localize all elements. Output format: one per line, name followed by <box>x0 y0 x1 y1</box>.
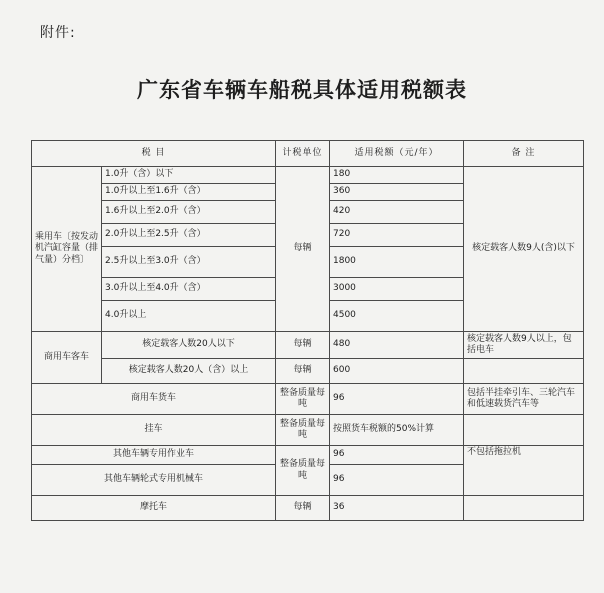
tax-table <box>31 140 584 521</box>
tax-item-label: 挂车 <box>32 415 276 446</box>
table-header-row <box>32 141 584 167</box>
tax-item-label: 其他车辆轮式专用机械车 <box>32 465 276 496</box>
table-row <box>32 384 584 415</box>
tax-item-label: 其他车辆专用作业车 <box>32 446 276 465</box>
tax-item-label: 2.0升以上至2.5升（含） <box>102 224 276 247</box>
tax-note: 不包括拖拉机 <box>464 446 584 496</box>
tax-note: 核定载客人数9人(含)以下 <box>464 167 584 332</box>
tax-amount: 420 <box>330 201 464 224</box>
tax-amount: 4500 <box>330 301 464 332</box>
tax-amount: 96 <box>330 446 464 465</box>
tax-item-label: 核定载客人数20人（含）以上 <box>102 359 276 384</box>
tax-item-label: 1.0升（含）以下 <box>102 167 276 184</box>
header-amount: 适用税额（元/年） <box>330 141 464 167</box>
tax-item-label: 2.5升以上至3.0升（含） <box>102 247 276 278</box>
tax-amount: 96 <box>330 384 464 415</box>
tax-item-label: 3.0升以上至4.0升（含） <box>102 278 276 301</box>
attachment-label: 附件: <box>40 25 76 41</box>
table-row <box>32 167 584 184</box>
page-title: 广东省车辆车船税具体适用税额表 <box>137 77 467 102</box>
commercial-bus-category: 商用车客车 <box>32 332 102 384</box>
tax-note <box>464 496 584 521</box>
tax-note: 核定载客人数9人以上，包括电车 <box>464 332 584 359</box>
table-row <box>32 332 584 359</box>
tax-note <box>464 415 584 446</box>
table-row <box>32 446 584 465</box>
tax-amount: 1800 <box>330 247 464 278</box>
tax-amount: 96 <box>330 465 464 496</box>
tax-note: 包括半挂牵引车、三轮汽车和低速载货汽车等 <box>464 384 584 415</box>
tax-item-label: 核定载客人数20人以下 <box>102 332 276 359</box>
tax-amount: 600 <box>330 359 464 384</box>
tax-unit: 整备质量每吨 <box>276 415 330 446</box>
tax-unit: 每辆 <box>276 332 330 359</box>
tax-item-label: 商用车货车 <box>32 384 276 415</box>
tax-amount: 3000 <box>330 278 464 301</box>
tax-unit: 每辆 <box>276 359 330 384</box>
table-row <box>32 359 584 384</box>
tax-item-label: 1.6升以上至2.0升（含） <box>102 201 276 224</box>
tax-unit: 每辆 <box>276 167 330 332</box>
table-row <box>32 496 584 521</box>
tax-amount: 360 <box>330 184 464 201</box>
tax-item-label: 摩托车 <box>32 496 276 521</box>
tax-amount: 720 <box>330 224 464 247</box>
header-unit: 计税单位 <box>276 141 330 167</box>
tax-unit: 整备质量每吨 <box>276 384 330 415</box>
tax-note <box>464 359 584 384</box>
header-item: 税 目 <box>32 141 276 167</box>
table-row <box>32 415 584 446</box>
tax-unit: 整备质量每吨 <box>276 446 330 496</box>
tax-item-label: 4.0升以上 <box>102 301 276 332</box>
tax-item-label: 1.0升以上至1.6升（含） <box>102 184 276 201</box>
passenger-car-category: 乘用车〔按发动机汽缸容量（排气量）分档〕 <box>32 167 102 332</box>
tax-amount: 480 <box>330 332 464 359</box>
header-note: 备 注 <box>464 141 584 167</box>
tax-amount: 按照货车税额的50%计算 <box>330 415 464 446</box>
tax-amount: 36 <box>330 496 464 521</box>
tax-amount: 180 <box>330 167 464 184</box>
tax-unit: 每辆 <box>276 496 330 521</box>
